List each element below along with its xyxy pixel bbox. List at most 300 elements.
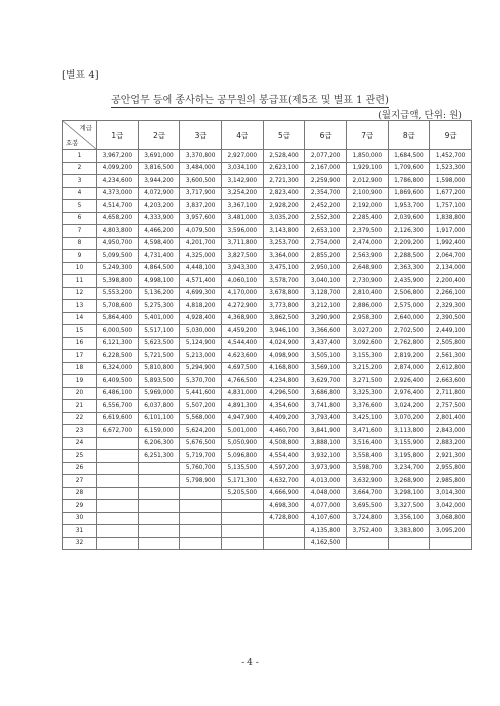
- salary-cell: 3,841,900: [305, 425, 347, 438]
- salary-cell: 2,285,400: [346, 212, 388, 225]
- salary-cell: 3,290,900: [305, 312, 347, 325]
- unit-note: (월지급액, 단위: 원): [378, 110, 462, 121]
- step-cell: 26: [63, 462, 97, 475]
- salary-cell: 3,437,400: [305, 337, 347, 350]
- salary-cell: [221, 500, 263, 513]
- salary-cell: 3,027,200: [346, 325, 388, 338]
- salary-cell: 3,793,400: [305, 412, 347, 425]
- salary-cell: 1,992,400: [430, 237, 472, 250]
- salary-cell: [97, 537, 139, 550]
- salary-cell: 2,288,500: [388, 250, 430, 263]
- table-row: [63, 250, 472, 263]
- salary-cell: 4,598,400: [138, 237, 180, 250]
- salary-cell: 4,891,300: [221, 400, 263, 413]
- step-cell: 23: [63, 425, 97, 438]
- salary-cell: 2,452,200: [305, 200, 347, 213]
- salary-cell: 1,929,100: [346, 162, 388, 175]
- salary-cell: 6,251,300: [138, 450, 180, 463]
- salary-cell: [138, 500, 180, 513]
- salary-cell: 3,664,700: [346, 487, 388, 500]
- salary-cell: 4,666,900: [263, 487, 305, 500]
- grade-header: 1급: [97, 121, 139, 150]
- step-cell: 11: [63, 275, 97, 288]
- salary-cell: [97, 500, 139, 513]
- salary-cell: 4,325,000: [180, 250, 222, 263]
- salary-cell: [138, 512, 180, 525]
- salary-cell: 4,928,400: [180, 312, 222, 325]
- step-cell: 3: [63, 175, 97, 188]
- salary-cell: 2,958,300: [346, 312, 388, 325]
- salary-cell: 3,598,700: [346, 462, 388, 475]
- table-row: [63, 412, 472, 425]
- salary-cell: 2,801,400: [430, 412, 472, 425]
- step-cell: 20: [63, 387, 97, 400]
- salary-cell: 2,266,100: [430, 287, 472, 300]
- salary-cell: 3,014,300: [430, 487, 472, 500]
- table-row: [63, 512, 472, 525]
- salary-cell: 2,259,900: [305, 175, 347, 188]
- salary-cell: 2,209,200: [388, 237, 430, 250]
- salary-cell: 4,947,900: [221, 412, 263, 425]
- document-title: [0, 91, 500, 106]
- salary-cell: 2,721,300: [263, 175, 305, 188]
- salary-cell: 6,228,500: [97, 350, 139, 363]
- salary-cell: 5,568,000: [180, 412, 222, 425]
- salary-cell: 3,142,900: [221, 175, 263, 188]
- salary-cell: 5,721,500: [138, 350, 180, 363]
- salary-cell: [221, 537, 263, 550]
- salary-cell: 1,838,800: [430, 212, 472, 225]
- salary-cell: 4,950,700: [97, 237, 139, 250]
- salary-cell: 1,786,800: [388, 175, 430, 188]
- salary-cell: 5,294,900: [180, 362, 222, 375]
- step-cell: 27: [63, 475, 97, 488]
- salary-cell: 3,946,100: [263, 325, 305, 338]
- step-cell: 18: [63, 362, 97, 375]
- step-cell: 25: [63, 450, 97, 463]
- salary-cell: 4,373,000: [97, 187, 139, 200]
- salary-cell: 3,558,400: [346, 450, 388, 463]
- salary-cell: 4,831,000: [221, 387, 263, 400]
- salary-cell: 3,600,500: [180, 175, 222, 188]
- salary-cell: 5,798,900: [180, 475, 222, 488]
- salary-cell: 5,864,400: [97, 312, 139, 325]
- salary-cell: 3,481,000: [221, 212, 263, 225]
- step-cell: 10: [63, 262, 97, 275]
- salary-cell: 5,401,000: [138, 312, 180, 325]
- salary-cell: 3,578,700: [263, 275, 305, 288]
- salary-cell: 3,827,500: [221, 250, 263, 263]
- salary-cell: 4,597,200: [263, 462, 305, 475]
- salary-cell: 4,571,400: [180, 275, 222, 288]
- table-row: [63, 162, 472, 175]
- salary-cell: 5,517,100: [138, 325, 180, 338]
- salary-cell: 2,064,700: [430, 250, 472, 263]
- salary-cell: 5,205,500: [221, 487, 263, 500]
- salary-cell: 2,528,400: [263, 150, 305, 163]
- salary-cell: 2,823,400: [263, 187, 305, 200]
- salary-cell: 2,167,000: [305, 162, 347, 175]
- salary-cell: 1,917,000: [430, 225, 472, 238]
- step-cell: 19: [63, 375, 97, 388]
- salary-cell: 4,013,000: [305, 475, 347, 488]
- salary-cell: 1,709,600: [388, 162, 430, 175]
- step-cell: 4: [63, 187, 97, 200]
- salary-cell: 2,663,600: [430, 375, 472, 388]
- salary-cell: 2,575,000: [388, 300, 430, 313]
- salary-cell: 3,040,100: [305, 275, 347, 288]
- salary-cell: [97, 487, 139, 500]
- salary-cell: 2,134,000: [430, 262, 472, 275]
- salary-cell: [97, 475, 139, 488]
- salary-cell: 2,874,000: [388, 362, 430, 375]
- step-cell: 6: [63, 212, 97, 225]
- salary-cell: 3,364,000: [263, 250, 305, 263]
- salary-cell: 4,272,900: [221, 300, 263, 313]
- salary-cell: 4,466,200: [138, 225, 180, 238]
- table-row: [63, 187, 472, 200]
- step-cell: 31: [63, 525, 97, 538]
- grade-header: 7급: [346, 121, 388, 150]
- salary-cell: 1,869,600: [388, 187, 430, 200]
- salary-cell: 5,624,200: [180, 425, 222, 438]
- page-number: - 4 -: [241, 658, 259, 668]
- salary-cell: 5,507,200: [180, 400, 222, 413]
- salary-cell: 1,757,100: [430, 200, 472, 213]
- salary-cell: 4,699,300: [180, 287, 222, 300]
- salary-cell: 4,203,200: [138, 200, 180, 213]
- grade-header: 2급: [138, 121, 180, 150]
- salary-cell: 5,676,500: [180, 437, 222, 450]
- salary-cell: 5,030,000: [180, 325, 222, 338]
- salary-cell: 5,441,600: [180, 387, 222, 400]
- salary-cell: 3,143,800: [263, 225, 305, 238]
- salary-cell: 2,354,700: [305, 187, 347, 200]
- salary-cell: 4,354,600: [263, 400, 305, 413]
- salary-cell: 6,619,600: [97, 412, 139, 425]
- salary-cell: 2,976,400: [388, 387, 430, 400]
- salary-cell: 4,107,600: [305, 512, 347, 525]
- table-row: [63, 287, 472, 300]
- table-row: [63, 212, 472, 225]
- salary-cell: 3,862,500: [263, 312, 305, 325]
- salary-cell: 2,012,900: [346, 175, 388, 188]
- salary-cell: [221, 512, 263, 525]
- step-cell: 13: [63, 300, 97, 313]
- table-row: [63, 350, 472, 363]
- salary-cell: 2,200,400: [430, 275, 472, 288]
- salary-cell: 4,459,200: [221, 325, 263, 338]
- salary-cell: 2,762,800: [388, 337, 430, 350]
- salary-cell: 3,271,500: [346, 375, 388, 388]
- salary-cell: 4,697,500: [221, 362, 263, 375]
- salary-cell: 3,092,600: [346, 337, 388, 350]
- step-cell: 16: [63, 337, 97, 350]
- salary-cell: 1,684,500: [388, 150, 430, 163]
- salary-cell: 2,390,500: [430, 312, 472, 325]
- salary-cell: 3,327,500: [388, 500, 430, 513]
- salary-cell: 3,128,700: [305, 287, 347, 300]
- salary-cell: 4,864,500: [138, 262, 180, 275]
- table-row: [63, 450, 472, 463]
- salary-cell: 2,928,200: [263, 200, 305, 213]
- salary-cell: 2,819,200: [388, 350, 430, 363]
- salary-cell: 3,370,800: [180, 150, 222, 163]
- salary-cell: 2,653,100: [305, 225, 347, 238]
- salary-cell: 4,079,500: [180, 225, 222, 238]
- salary-cell: 3,383,800: [388, 525, 430, 538]
- salary-cell: [138, 462, 180, 475]
- table-row: [63, 237, 472, 250]
- step-cell: 22: [63, 412, 97, 425]
- grade-header: 6급: [305, 121, 347, 150]
- salary-cell: 2,363,300: [388, 262, 430, 275]
- salary-cell: 5,099,500: [97, 250, 139, 263]
- salary-cell: 3,155,300: [346, 350, 388, 363]
- salary-cell: 5,135,500: [221, 462, 263, 475]
- salary-cell: 6,409,500: [97, 375, 139, 388]
- salary-cell: 5,719,700: [180, 450, 222, 463]
- salary-cell: 4,024,900: [263, 337, 305, 350]
- salary-cell: 4,728,800: [263, 512, 305, 525]
- salary-cell: 3,253,700: [263, 237, 305, 250]
- salary-cell: 3,629,700: [305, 375, 347, 388]
- salary-cell: 1,677,200: [430, 187, 472, 200]
- salary-cell: 6,159,000: [138, 425, 180, 438]
- salary-cell: [180, 487, 222, 500]
- salary-cell: 4,098,900: [263, 350, 305, 363]
- salary-cell: [97, 437, 139, 450]
- salary-cell: 3,484,000: [180, 162, 222, 175]
- salary-cell: [97, 512, 139, 525]
- salary-cell: 4,368,900: [221, 312, 263, 325]
- salary-cell: 3,268,900: [388, 475, 430, 488]
- salary-cell: 2,563,900: [346, 250, 388, 263]
- salary-cell: 3,095,200: [430, 525, 472, 538]
- salary-cell: 3,596,000: [221, 225, 263, 238]
- salary-cell: 3,711,800: [221, 237, 263, 250]
- salary-cell: 1,598,000: [430, 175, 472, 188]
- salary-cell: 4,201,700: [180, 237, 222, 250]
- salary-cell: 6,672,700: [97, 425, 139, 438]
- table-row: [63, 275, 472, 288]
- corner-step-label: 호봉: [66, 139, 79, 147]
- salary-cell: 3,943,300: [221, 262, 263, 275]
- salary-cell: 2,505,800: [430, 337, 472, 350]
- salary-cell: 3,366,600: [305, 325, 347, 338]
- salary-cell: 3,632,900: [346, 475, 388, 488]
- salary-cell: 2,955,800: [430, 462, 472, 475]
- salary-cell: 2,192,000: [346, 200, 388, 213]
- table-row: [63, 362, 472, 375]
- salary-cell: 3,155,900: [388, 437, 430, 450]
- salary-cell: 5,050,900: [221, 437, 263, 450]
- salary-cell: 4,234,800: [263, 375, 305, 388]
- salary-cell: 4,803,800: [97, 225, 139, 238]
- salary-cell: 2,474,000: [346, 237, 388, 250]
- salary-cell: 2,506,800: [388, 287, 430, 300]
- salary-cell: 6,486,100: [97, 387, 139, 400]
- salary-cell: 2,379,500: [346, 225, 388, 238]
- salary-cell: 3,888,100: [305, 437, 347, 450]
- salary-cell: 2,757,500: [430, 400, 472, 413]
- table-row: [63, 150, 472, 163]
- salary-cell: 1,850,000: [346, 150, 388, 163]
- table-row: [63, 312, 472, 325]
- salary-cell: [138, 525, 180, 538]
- salary-cell: 2,039,600: [388, 212, 430, 225]
- table-row: [63, 400, 472, 413]
- salary-cell: 3,070,200: [388, 412, 430, 425]
- grade-header: 8급: [388, 121, 430, 150]
- salary-cell: 4,554,400: [263, 450, 305, 463]
- salary-cell: 2,329,300: [430, 300, 472, 313]
- salary-cell: 2,921,300: [430, 450, 472, 463]
- salary-cell: 3,471,600: [346, 425, 388, 438]
- salary-cell: 3,686,800: [305, 387, 347, 400]
- salary-cell: [180, 512, 222, 525]
- salary-cell: 3,973,900: [305, 462, 347, 475]
- salary-cell: 3,816,500: [138, 162, 180, 175]
- table-row: [63, 537, 472, 550]
- document-title-text: 공안업무 등에 종사하는 공무원의 봉급표(제5조 및 별표 1 관련): [111, 95, 389, 106]
- salary-cell: 5,136,200: [138, 287, 180, 300]
- salary-cell: 3,113,800: [388, 425, 430, 438]
- grade-header: 5급: [263, 121, 305, 150]
- step-cell: 15: [63, 325, 97, 338]
- salary-cell: 6,121,300: [97, 337, 139, 350]
- salary-cell: 3,254,200: [221, 187, 263, 200]
- salary-cell: 5,096,800: [221, 450, 263, 463]
- salary-cell: 4,508,800: [263, 437, 305, 450]
- salary-cell: 5,398,800: [97, 275, 139, 288]
- salary-cell: 2,855,200: [305, 250, 347, 263]
- salary-cell: 2,640,000: [388, 312, 430, 325]
- salary-cell: [180, 537, 222, 550]
- salary-cell: 4,698,300: [263, 500, 305, 513]
- salary-cell: 3,215,200: [346, 362, 388, 375]
- salary-cell: 4,135,800: [305, 525, 347, 538]
- salary-table: [62, 120, 472, 550]
- step-cell: 17: [63, 350, 97, 363]
- salary-cell: 3,035,200: [263, 212, 305, 225]
- step-cell: 5: [63, 200, 97, 213]
- salary-cell: 4,170,000: [221, 287, 263, 300]
- salary-cell: 4,731,400: [138, 250, 180, 263]
- salary-cell: 2,843,000: [430, 425, 472, 438]
- salary-cell: 3,773,800: [263, 300, 305, 313]
- salary-cell: 3,034,100: [221, 162, 263, 175]
- salary-cell: 4,623,600: [221, 350, 263, 363]
- salary-cell: 2,100,900: [346, 187, 388, 200]
- salary-cell: 3,234,700: [388, 462, 430, 475]
- salary-cell: 3,717,900: [180, 187, 222, 200]
- salary-cell: 6,206,300: [138, 437, 180, 450]
- salary-cell: [346, 537, 388, 550]
- salary-cell: 2,623,100: [263, 162, 305, 175]
- salary-cell: 5,249,300: [97, 262, 139, 275]
- salary-cell: 4,544,400: [221, 337, 263, 350]
- salary-cell: 4,168,800: [263, 362, 305, 375]
- table-row: [63, 387, 472, 400]
- salary-cell: [138, 475, 180, 488]
- salary-cell: 3,356,100: [388, 512, 430, 525]
- salary-cell: 3,425,100: [346, 412, 388, 425]
- salary-cell: 3,376,600: [346, 400, 388, 413]
- salary-cell: 2,449,100: [430, 325, 472, 338]
- table-row: [63, 525, 472, 538]
- table-row: [63, 500, 472, 513]
- salary-cell: 3,691,000: [138, 150, 180, 163]
- salary-cell: 4,460,700: [263, 425, 305, 438]
- table-row: [63, 337, 472, 350]
- salary-cell: 3,932,100: [305, 450, 347, 463]
- step-cell: 9: [63, 250, 97, 263]
- salary-cell: 4,766,500: [221, 375, 263, 388]
- salary-cell: 1,523,300: [430, 162, 472, 175]
- salary-cell: 5,623,500: [138, 337, 180, 350]
- salary-cell: 2,985,800: [430, 475, 472, 488]
- salary-cell: 5,708,600: [97, 300, 139, 313]
- salary-cell: 3,837,200: [180, 200, 222, 213]
- step-cell: 2: [63, 162, 97, 175]
- salary-cell: 2,950,100: [305, 262, 347, 275]
- salary-cell: 6,101,100: [138, 412, 180, 425]
- salary-cell: 5,370,700: [180, 375, 222, 388]
- salary-cell: [97, 450, 139, 463]
- grade-header: 3급: [180, 121, 222, 150]
- step-cell: 7: [63, 225, 97, 238]
- salary-cell: 5,124,900: [180, 337, 222, 350]
- salary-cell: 4,514,700: [97, 200, 139, 213]
- table-header-row: [63, 121, 472, 150]
- salary-cell: 3,724,800: [346, 512, 388, 525]
- salary-cell: 3,695,500: [346, 500, 388, 513]
- salary-cell: 3,475,100: [263, 262, 305, 275]
- step-cell: 28: [63, 487, 97, 500]
- table-row: [63, 325, 472, 338]
- salary-cell: 4,333,900: [138, 212, 180, 225]
- salary-cell: 4,448,100: [180, 262, 222, 275]
- salary-cell: 4,072,900: [138, 187, 180, 200]
- salary-cell: 4,060,100: [221, 275, 263, 288]
- salary-cell: 2,435,900: [388, 275, 430, 288]
- salary-cell: 3,678,800: [263, 287, 305, 300]
- salary-cell: 6,000,500: [97, 325, 139, 338]
- step-cell: 30: [63, 512, 97, 525]
- salary-cell: 3,516,400: [346, 437, 388, 450]
- salary-cell: [263, 525, 305, 538]
- table-row: [63, 375, 472, 388]
- salary-cell: 4,632,700: [263, 475, 305, 488]
- salary-cell: 3,967,200: [97, 150, 139, 163]
- salary-cell: 4,296,500: [263, 387, 305, 400]
- salary-cell: 1,452,700: [430, 150, 472, 163]
- salary-cell: 6,556,700: [97, 400, 139, 413]
- salary-cell: 2,926,400: [388, 375, 430, 388]
- table-row: [63, 487, 472, 500]
- salary-cell: 5,171,300: [221, 475, 263, 488]
- salary-cell: 3,325,300: [346, 387, 388, 400]
- step-cell: 24: [63, 437, 97, 450]
- salary-cell: 3,505,100: [305, 350, 347, 363]
- table-corner-cell: [63, 121, 97, 150]
- table-body: [63, 150, 472, 550]
- salary-cell: 5,213,000: [180, 350, 222, 363]
- salary-cell: [138, 487, 180, 500]
- salary-cell: 2,883,200: [430, 437, 472, 450]
- salary-cell: 6,324,000: [97, 362, 139, 375]
